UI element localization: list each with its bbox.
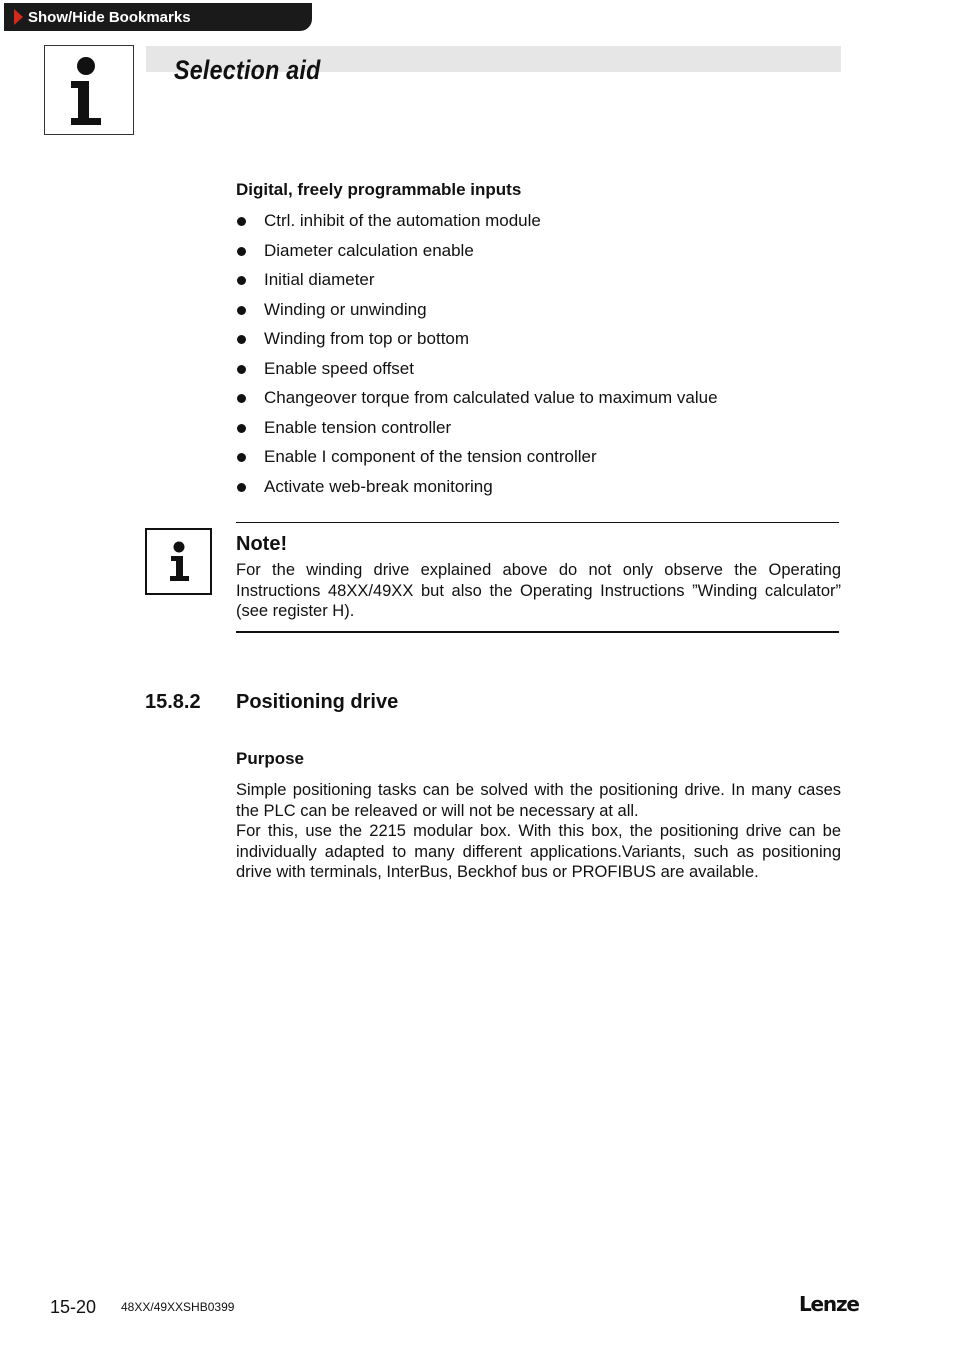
list-item: Activate web-break monitoring — [236, 472, 718, 502]
brand-logo: Lenze — [799, 1292, 859, 1316]
purpose-paragraph-2: For this, use the 2215 modular box. With this box, the positioning drive can be individually adapted to many different applications.Variants, such as positioning drive with terminals, InterBus, Beckhof bus or PROFIBUS are available. — [236, 822, 841, 882]
bullet-icon — [237, 453, 246, 462]
note-text: For the winding drive explained above do not only observe the Operating Instructions 48XX/49XX but also the Operating Instructions ”Winding calculator” (see register H). — [236, 561, 841, 621]
page-number: 15-20 — [50, 1297, 97, 1317]
bullet-icon — [237, 424, 246, 433]
note-bottom-divider — [236, 631, 839, 633]
bullet-icon — [237, 483, 246, 492]
triangle-right-icon — [14, 9, 23, 25]
purpose-paragraph-1: Simple positioning tasks can be solved with the positioning drive. In many cases the PLC can be releaved or will not be necessary at all. — [236, 781, 841, 820]
info-glyph — [45, 46, 133, 134]
info-icon — [44, 45, 134, 135]
purpose-heading: Purpose — [236, 749, 305, 768]
list-item: Initial diameter — [236, 265, 718, 295]
note-title: Note! — [236, 533, 288, 555]
note-info-icon — [145, 528, 212, 595]
list-item: Changeover torque from calculated value to maximum value — [236, 383, 718, 413]
bullet-icon — [237, 394, 246, 403]
bullet-icon — [237, 306, 246, 315]
bullet-icon — [237, 365, 246, 374]
inputs-list — [236, 206, 718, 501]
page-title: Selection aid — [174, 55, 321, 85]
section-number: 15.8.2 — [145, 691, 201, 713]
inputs-heading: Digital, freely programmable inputs — [236, 180, 522, 199]
section-title: Positioning drive — [236, 691, 399, 713]
bookmarks-label: Show/Hide Bookmarks — [28, 8, 191, 26]
list-item: Enable I component of the tension controller — [236, 442, 718, 472]
bullet-icon — [237, 247, 246, 256]
note-top-divider — [236, 522, 839, 523]
list-item: Winding or unwinding — [236, 295, 718, 325]
bullet-icon — [237, 335, 246, 344]
document-code: 48XX/49XXSHB0399 — [121, 1300, 235, 1314]
list-item: Ctrl. inhibit of the automation module — [236, 206, 718, 236]
list-item: Enable tension controller — [236, 413, 718, 443]
bullet-icon — [237, 217, 246, 226]
info-glyph-small — [147, 530, 210, 593]
list-item: Enable speed offset — [236, 354, 718, 384]
bullet-icon — [237, 276, 246, 285]
list-item: Diameter calculation enable — [236, 236, 718, 266]
show-hide-bookmarks-button[interactable] — [4, 3, 312, 31]
list-item: Winding from top or bottom — [236, 324, 718, 354]
